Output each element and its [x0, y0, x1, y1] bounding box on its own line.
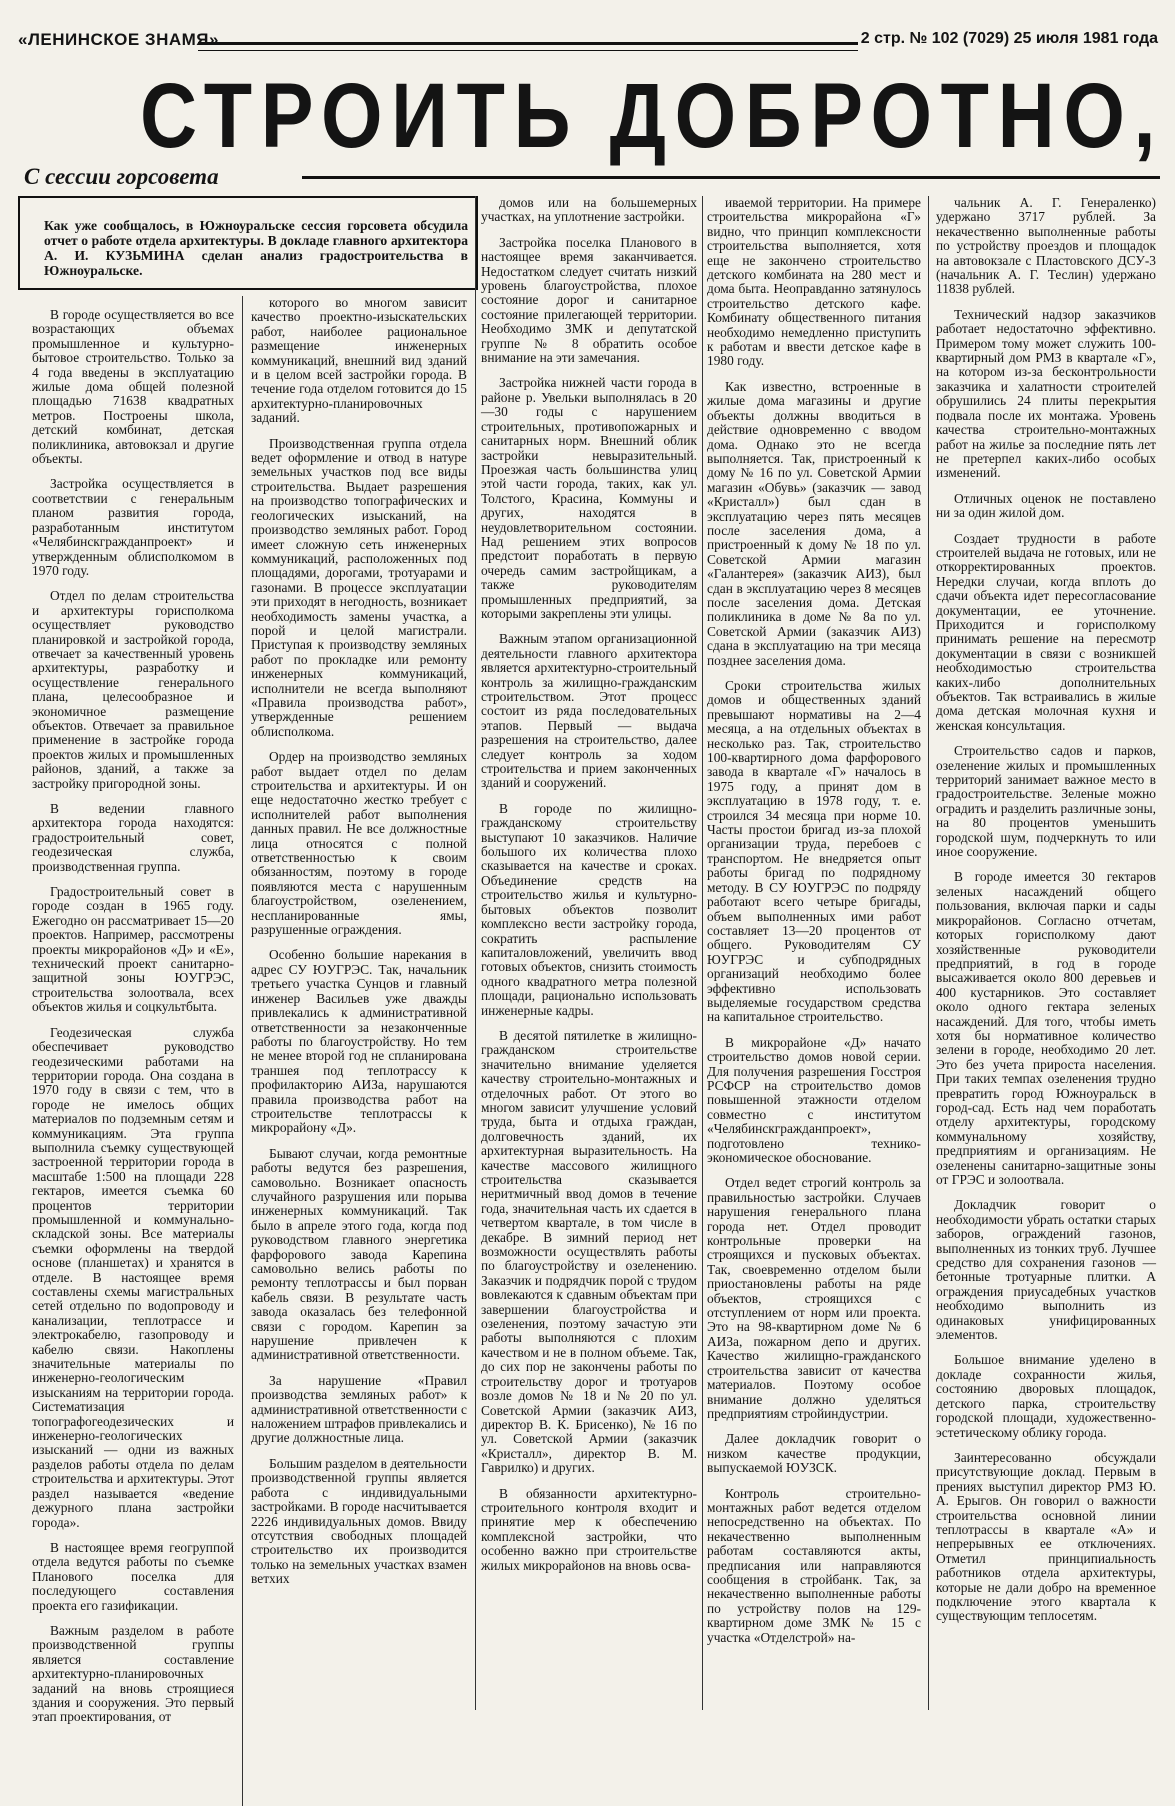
article-paragraph: которого во многом зависит качество проектно-изыскательских работ, наиболее рациональное размещение инженерных коммуникаций, внешний вид зданий и в целом всей застройки города. В течение года отделом готовится до 15 архитектурно-планировочных заданий. [251, 295, 467, 426]
article-column-1 [32, 307, 234, 1725]
column-divider [242, 296, 243, 1806]
article-paragraph: В обязанности архитектурно-строительного контроля входит и принятие мер к обеспечению комплексной застройки, что особенно важно при строительстве жилых микрорайонов на вновь осва- [481, 1485, 697, 1573]
article-paragraph: Застройка нижней части города в районе р. Увельки выполнялась в 20—30 годы с нарушением строительных, противопожарных и санитарных норм. Внешний облик застройки невыразительный. Проезжая часть большинства улиц этой части города, таких, как ул. Толстого, Красина, Коммуны и других, находятся в неудовлетворительном состоянии. Над решением этих вопросов предстоит поработать в первую очередь самим застройщикам, а также руководителям промышленных предприятий, за которыми закреплены эти улицы. [481, 375, 697, 621]
article-paragraph: Геодезическая служба обеспечивает руководство геодезическими работами на территории города. Она создана в 1970 году в связи с тем, что в городе не имелось общих материалов по подземным сетям и коммуникациям. Эта группа выполнила съемку существующей застроенной территории города в масштабе 1:500 на площади 228 гектаров, имеется съемка 60 процентов территории промышленной и коммунально-складской зоны. Все материалы съемки оформлены на твердой основе (планшетах) и хранятся в отделе. В настоящее время составлены схемы магистральных сетей отдельно по водопроводу и канализации, теплотрассе и электрокабелю, газопроводу и кабелю связи. Накоплены значительные материалы по инженерно-геологическим изысканиям на территории города. Систематизация топографогеодезических и инженерно-геологических изысканий — одни из важных разделов работы отдела по делам строительства и архитектуры. Этот раздел называется «ведение дежурного плана застройки города». [32, 1024, 234, 1530]
article-paragraph: Как известно, встроенные в жилые дома магазины и другие объекты должны вводиться в действие одновременно с вводом дома. Однако это не всегда выполняется. Так, пристроенный к дому № 16 по ул. Советской Армии магазин «Обувь» (заказчик — завод «Кристалл») был сдан в эксплуатацию через пять месяцев после заселения дома, а пристроенный к дому № 18 по ул. Советской Армии магазин «Галантерея» (заказчик АИЗ), был сдан в эксплуатацию через 8 месяцев после заселения дома. Детская поликлиника в доме № 8а по ул. Советской Армии (заказчик АИЗ) сдана в эксплуатацию на три месяца позднее заселения дома. [707, 378, 921, 668]
article-paragraph: домов или на большемерных участках, на уплотнение застройки. [481, 195, 697, 225]
column-divider [475, 196, 476, 1710]
article-paragraph: Отдел по делам строительства и архитектуры горисполкома осуществляет руководство планировкой и застройкой города, отвечает за качественный уровень архитектуры, разработку и осуществление генерального плана, целесообразное и экономичное размещение объектов. Отвечает за правильное применение в застройке города проектов жилых и промышленных районов, зданий, а также за застройку пригородной зоны. [32, 588, 234, 791]
article-column-2 [251, 296, 467, 1710]
article-paragraph: В ведении главного архитектора города находятся: градостроительный совет, геодезическая служба, производственная группа. [32, 801, 234, 874]
article-paragraph: В настоящее время геогруппой отдела ведутся работы по съемке Планового поселка для последующего составления проекта его газификации. [32, 1539, 234, 1613]
article-paragraph: Особенно большие нарекания в адрес СУ ЮУГРЭС. Так, начальник третьего участка Сунцов и главный инженер Васильев уже дважды привлекались к административной ответственности за незаконченные работы по благоустройству. Но тем не менее второй год не спланирована траншея под теплотрассу к профилакторию АИЗа, нарушаются правила производства работ на строительстве теплотрассы к микрорайону «Д». [251, 947, 467, 1136]
lead-paragraph: Как уже сообщалось, в Южноуральске сессия горсовета обсудила отчет о работе отдела архитектуры. В докладе главного архитектора А. И. КУЗЬМИНА сделан анализ градостроительства в Южноуральске. [44, 218, 468, 278]
rubric: С сессии горсовета [24, 164, 219, 189]
article-column-3 [481, 196, 697, 1710]
article-paragraph: За нарушение «Правил производства земляных работ» к административной ответственности с наложением штрафов привлекались и другие должностные лица. [251, 1372, 467, 1446]
headline: СТРОИТЬ ДОБРОТНО, [140, 65, 1165, 167]
newspaper-name: «ЛЕНИНСКОЕ ЗНАМЯ» [18, 30, 219, 49]
article-paragraph: Заинтересованно обсуждали присутствующие доклад. Первым в прениях выступил директор РМЗ Ю. А. Ерыгов. Он говорил о важности строительства основной линии теплотрассы в квартале «А» и непрерывных ее отключениях. Отметил принципиальность работников отдела архитектуры, которые не дали добро на временное подключение этого квартала к существующим теплосетям. [936, 1449, 1156, 1624]
article-paragraph: Ордер на производство земляных работ выдает отдел по делам строительства и архитектуры. И он еще недостаточно жестко требует с исполнителей работ выполнения данных правил. Не все должностные лица относятся с полной ответственностью к своим обязанностям, поэтому в городе появляются места с нарушенным благоустройством, озеленением, неспланированные ямы, разрушенные ограждения. [251, 749, 467, 938]
rubric-rule [302, 176, 1160, 179]
column-divider [702, 196, 703, 1710]
article-paragraph: Застройка поселка Планового в настоящее время заканчивается. Недостатком следует считать низкий уровень благоустройства, плохое состояние дорог и санитарное состояние прилегающей территории. Необходимо ЗМК и депутатской группе № 8 обратить особое внимание на эти замечания. [481, 234, 697, 366]
article-paragraph: Отличных оценок не поставлено ни за один жилой дом. [936, 490, 1156, 521]
article-paragraph: В городе осуществляется во все возрастающих объемах промышленное и культурно-бытовое строительство. Только за 4 года введены в эксплуатацию жилые дома общей полезной площадью 71638 квадратных метров. Построены школа, детский комбинат, детская поликлиника, автовокзал и другие объекты. [32, 307, 234, 467]
article-paragraph: Бывают случаи, когда ремонтные работы ведутся без разрешения, самовольно. Возникает опасность случайного разрушения или порыва инженерных коммуникаций. Так было в апреле этого года, когда под руководством главного энергетика фарфорового завода Карепина самовольно велись работы по ремонту теплотрассы и был порван кабель связи. В результате часть завода оказалась без телефонной связи с городом. Карепин за нарушение привлечен к административной ответственности. [251, 1145, 467, 1363]
article-paragraph: Большое внимание уделено в докладе сохранности жилья, состоянию дворовых площадок, детского парка, строительству городской площади, художественно-эстетическому облику города. [936, 1352, 1156, 1440]
article-paragraph: Далее докладчик говорит о низком качестве продукции, выпускаемой ЮУЗСК. [707, 1431, 921, 1476]
article-paragraph: Контроль строительно-монтажных работ ведется отделом непосредственно на объектах. По некачественно выполненным работам составляются акты, предписания или направляются сообщения в стройбанк. Так, за некачественно выполненные работы по устройству полов на 129-квартирном доме ЗМК № 15 с участка «Отделстрой» на- [707, 1485, 921, 1645]
article-paragraph: чальник А. Г. Генераленко) удержано 3717 рублей. За некачественно выполненные работы по устройству проездов и площадок на автовокзале с Пластовского ДСУ-3 (начальник А. Г. Теслин) удержано 11838 рублей. [936, 195, 1156, 297]
article-paragraph: Отдел ведет строгий контроль за правильностью застройки. Случаев нарушения генерального плана города нет. Отдел проводит контрольные проверки на строящихся и пусковых объектах. Так, своевременно отделом были приостановлены работы на ряде объектов, строящихся с отступлением от норм или проекта. Это на 98-квартирном доме № 6 АИЗа, пожарном депо и других. Качество жилищно-гражданского строительства зависит от качества материалов. Поэтому особое внимание должно уделяться предприятиям стройиндустрии. [707, 1175, 921, 1421]
article-paragraph: В городе имеется 30 гектаров зеленых насаждений общего пользования, включая парки и сады микрорайонов. Согласно отчетам, которых горисполкому дают хозяйственные руководители предприятий, в год в городе высаживается около 800 деревьев и 400 кустарников. Это составляет около одного гектара зеленых насаждений. Для того, чтобы иметь хотя бы нормативное количество зелени в городе, необходимо 20 лет. Это без учета прироста населения. При таких темпах озеленения трудно превратить город Южноуральск в город-сад. Есть над чем поработать отделу архитектуры, городскому коммунальному хозяйству, предприятиям и организациям. Не озеленены санитарно-защитные зоны от ГРЭС и золоотвала. [936, 869, 1156, 1187]
article-paragraph: Большим разделом в деятельности производственной группы является работа с индивидуальными застройками. В городе насчитывается 2226 индивидуальных домов. Ввиду отсутствия свободных площадей строительство их производится только на земельных участках взамен ветхих [251, 1455, 468, 1587]
article-paragraph: Градостроительный совет в городе создан в 1965 году. Ежегодно он рассматривает 15—20 проектов. Например, рассмотрены проекты микрорайонов «Д» и «Е», технический проект санитарно-защитной зоны ЮУГРЭС, строительства золоотвала, всех объектов жилья и соцкультбыта. [32, 884, 234, 1015]
article-paragraph: Докладчик говорит о необходимости убрать остатки старых заборов, ограждений газонов, выполненных из тонких труб. Лучшее средство для сохранения газонов — бетонные тротуарные плитки. А ограждения приусадебных участков необходимо выполнить из одинаковых унифицированных элементов. [936, 1197, 1156, 1343]
masthead [18, 30, 1158, 52]
article-column-5 [936, 196, 1156, 1710]
article-paragraph: Сроки строительства жилых домов и общественных зданий превышают нормативы на 2—4 месяца, а на отдельных объектах в несколько раз. Так, строительство 100-квартирного дома фарфорового завода в квартале «Г» началось в 1975 году, а принят дом в эксплуатацию в 1978 году, т. е. строился 34 месяца при норме 10. Часты простои бригад из-за плохой организации труда, перебоев с транспортом. Не внедряется опыт работы бригад по подрядному методу. В СУ ЮУГРЭС по подряду работают всего четыре бригады, объем выполненных ими работ составляет 13—20 процентов от общего. Руководителям СУ ЮУГРЭС и субподрядных организаций необходимо более эффективно использовать выделяемые государством средства на капитальное строительство. [707, 678, 921, 1025]
article-paragraph: Строительство садов и парков, озеленение жилых и промышленных территорий занимает важное место в градостроительстве. Зеленые можно оградить и разделить различные зоны, на 80 процентов уменьшить городской шум, подчеркнуть то или иное сооружение. [936, 743, 1156, 860]
article-paragraph: В микрорайоне «Д» начато строительство домов новой серии. Для получения разрешения Госстроя РСФСР на строительство домов повышенной этажности отделом совместно с институтом «Челябинскгражданпроект», подготовлено технико-экономическое обоснование. [707, 1034, 921, 1165]
article-paragraph: Застройка осуществляется в соответствии с генеральным планом развития города, разработанным институтом «Челябинскгражданпроект» и утвержденным облисполкомом в 1970 году. [32, 476, 234, 578]
article-paragraph: В десятой пятилетке в жилищно-гражданском строительстве значительно внимание уделяется качеству строительно-монтажных и отделочных работ. От этого во многом зависит улучшение условий труда, быта и отдыха граждан, долговечность зданий, их архитектурная выразительность. На качестве массового жилищного строительства сказывается неритмичный ввод домов в течение года, значительная часть их сдается в четвертом квартале, в том числе в декабре. В зимний период нет возможности осуществлять работы по благоустройству и озеленению. Заказчик и подрядчик порой с трудом вовлекаются к сдавным объектам при завершении благоустройства и озеленения, поэтому зачастую эти работы выполняются с плохим качеством и не в полном объеме. Так, до сих пор не закончены работы по строительству дорог и тротуаров возле домов № 18 и № 20 по ул. Советской Армии (заказчик АИЗ, директор В. К. Брисенко), № 16 по ул. Советской Армии (заказчик «Кристалл», директор В. М. Гаврилко) и других. [481, 1027, 697, 1476]
column-divider [928, 196, 929, 1710]
article-column-4 [707, 196, 921, 1710]
masthead-rule [198, 42, 858, 51]
article-paragraph: Создает трудности в работе строителей выдача не готовых, или не откорректированных проектов. Нередки случаи, когда вплоть до сдачи объекта идет пересогласование документации, ее уточнение. Приходится и горисполкому принимать решение на пересмотр документации в связи с возникшей необходимостью строительства каких-либо дополнительных объектов. Так встраивались в жилые дома детская молочная кухня и женская консультация. [936, 530, 1156, 733]
article-paragraph: Важным этапом организационной деятельности главного архитектора является архитектурно-строительный контроль за жилищно-гражданским строительством. Этот процесс состоит из ряда последовательных этапов. Первый — выдача разрешения на строительство, далее следует контроль за ходом строительства и прием законченных зданий и сооружений. [481, 631, 697, 791]
article-paragraph: В городе по жилищно-гражданскому строительству выступают 10 заказчиков. Наличие большого их количества плохо сказывается на качестве и сроках. Объединение средств на строительство жилья и культурно-бытовых объектов позволит комплексно вести застройку города, сократить распыление капиталовложений, увеличить ввод готовых объектов, снизить стоимость одного квадратного метра полезной площади, рационально использовать инженерные кадры. [481, 800, 697, 1018]
article-paragraph: Технический надзор заказчиков работает недостаточно эффективно. Примером тому может служить 100-квартирный дом РМЗ в квартале «Г», на котором из-за бесконтрольности заказчика и халатности строителей обрушились 24 плиты перекрытия подвала после их монтажа. Уровень качества строительно-монтажных работ на жилье за последние пять лет не претерпел каких-либо особых изменений. [936, 306, 1156, 481]
article-paragraph: иваемой территории. На примере строительства микрорайона «Г» видно, что принцип комплексности строительства выполняется, хотя еще не закончено строительство детского комбината на 280 мест и дома быта. Неоправданно затянулось строительство детского кафе. Комбинату общественного питания необходимо немедленно приступить к работам и ввести детское кафе в 1980 году. [707, 195, 921, 369]
article-paragraph: Производственная группа отдела ведет оформление и отвод в натуре земельных участков под все виды строительства. Выдает разрешения на производство топографических и геологических изысканий, на производство земляных работ. Город имеет сложную сеть инженерных коммуникаций, расположенных под площадями, дорогами, тротуарами и газонами. В процессе эксплуатации эти приходят в негодность, возникает необходимость замены участка, а порой и целой магистрали. Приступая к производству земляных работ по прокладке или ремонту инженерных коммуникаций, исполнители не всегда выполняют «Правила производства работ», утвержденные решением облисполкома. [251, 435, 467, 739]
issue-info: 2 стр. № 102 (7029) 25 июля 1981 года [860, 30, 1158, 47]
article-paragraph: Важным разделом в работе производственной группы является составление архитектурно-планировочных заданий на вновь строящиеся здания и сооружения. Это первый этап проектирования, от [32, 1622, 234, 1725]
